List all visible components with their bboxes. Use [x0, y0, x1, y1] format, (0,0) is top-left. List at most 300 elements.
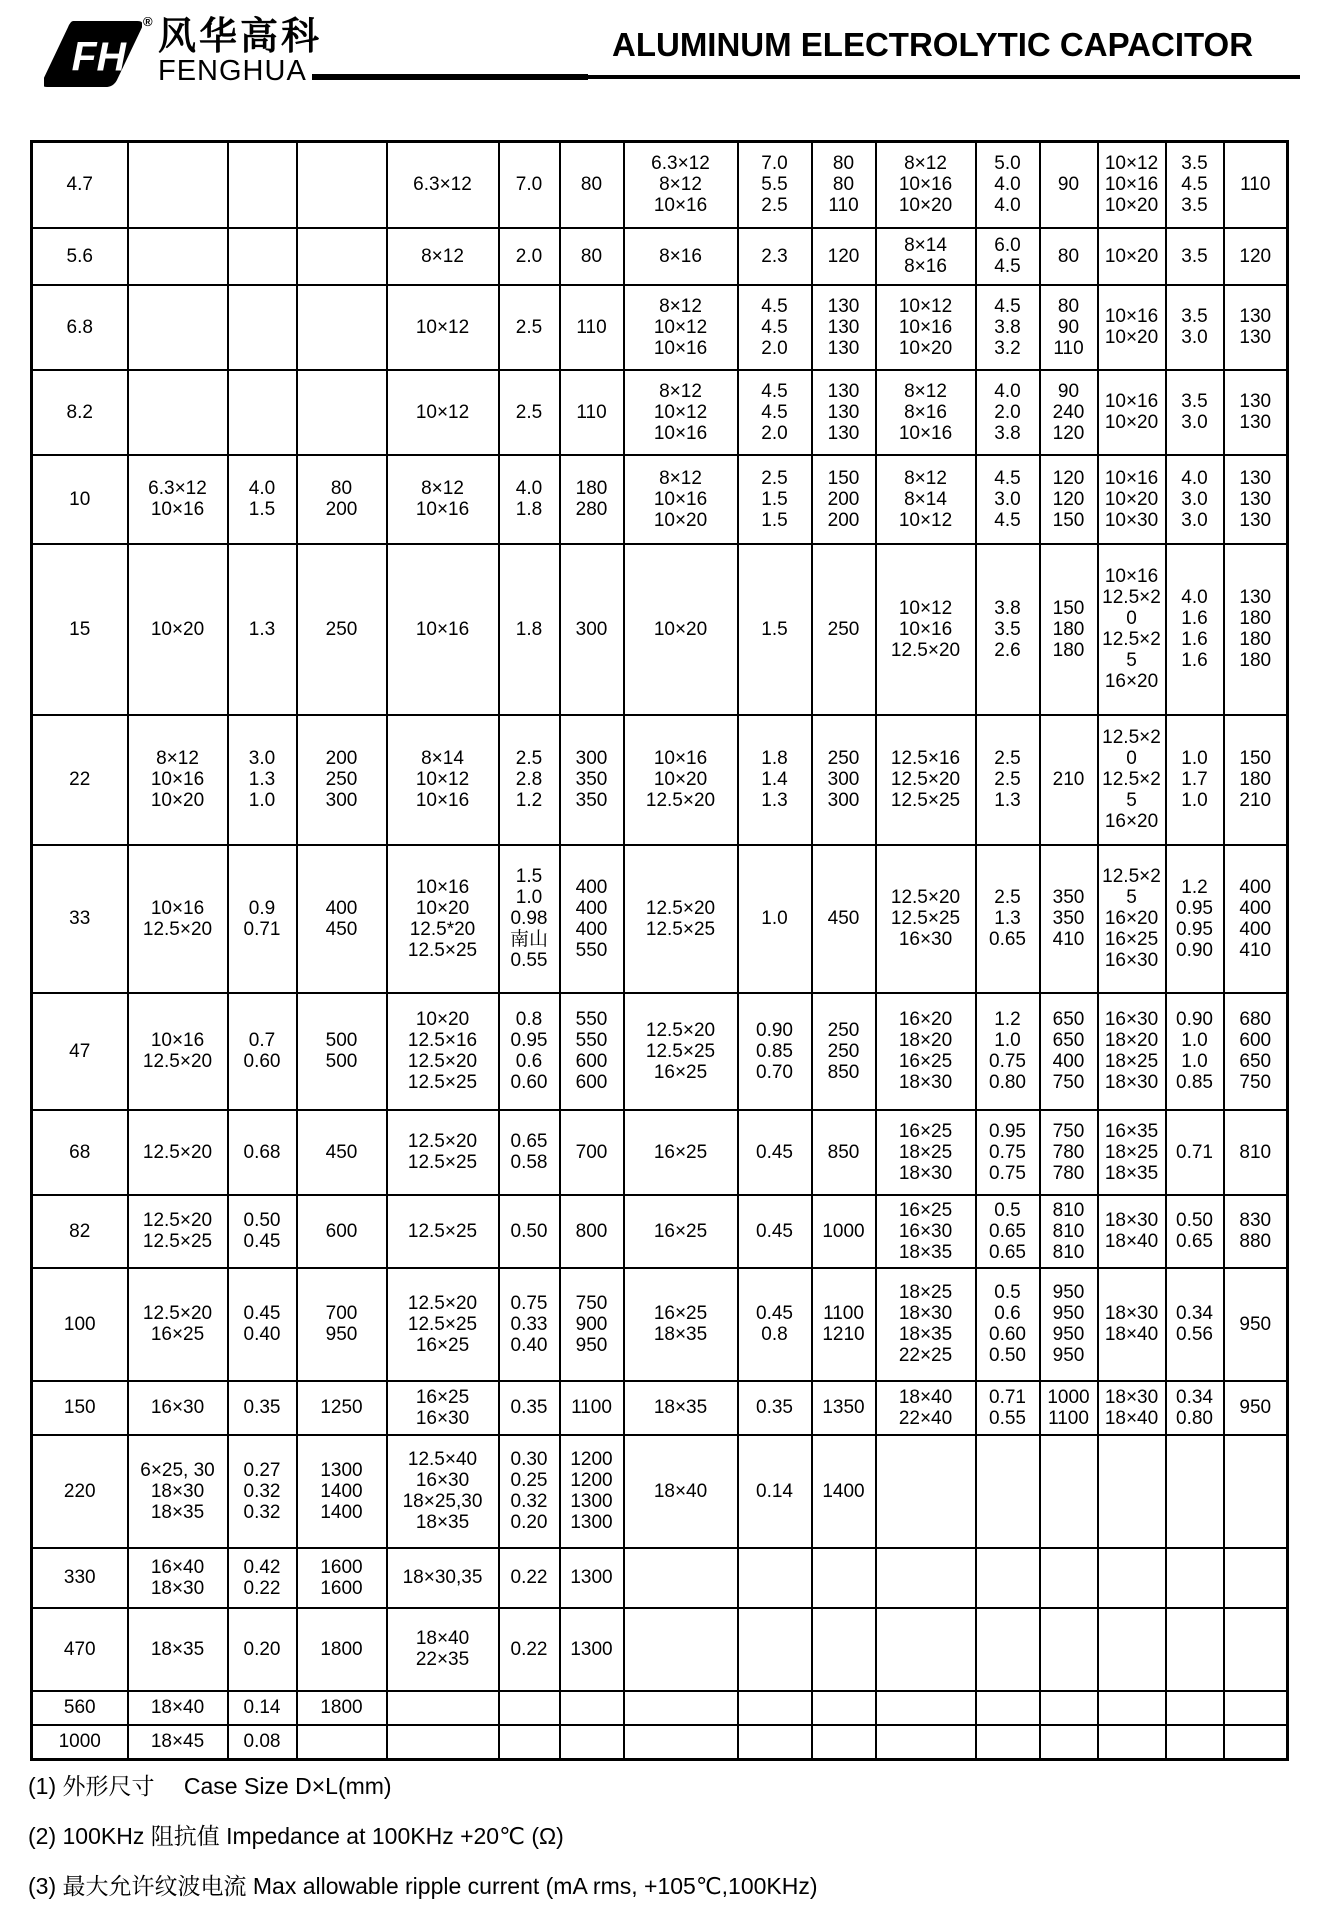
- case-size-cell: [1098, 1608, 1166, 1691]
- capacitance-cell: 47: [32, 993, 128, 1110]
- impedance-cell: 4.0 3.0 3.0: [1166, 455, 1224, 544]
- ripple-current-cell: 130 130: [1224, 370, 1288, 455]
- impedance-cell: [976, 1548, 1040, 1608]
- impedance-cell: 0.45: [738, 1195, 812, 1268]
- table-row: [32, 845, 1288, 993]
- impedance-cell: 2.5: [499, 370, 560, 455]
- case-size-cell: 10×20: [128, 544, 228, 715]
- impedance-cell: 0.75 0.33 0.40: [499, 1268, 560, 1381]
- ripple-current-cell: 950 950 950 950: [1040, 1268, 1098, 1381]
- case-size-cell: 6.3×12: [387, 142, 499, 228]
- case-size-cell: 18×30,35: [387, 1548, 499, 1608]
- capacitor-ratings-table: [30, 140, 1289, 1761]
- case-size-cell: 12.5×20 12.5×25 16×25: [624, 993, 738, 1110]
- case-size-cell: 18×30 18×40: [1098, 1381, 1166, 1435]
- case-size-cell: 10×12 10×16 10×20: [876, 285, 976, 370]
- impedance-cell: 0.50: [499, 1195, 560, 1268]
- ripple-current-cell: 200 250 300: [297, 715, 387, 845]
- ripple-current-cell: 300: [560, 544, 624, 715]
- case-size-cell: 12.5×20 12.5×25: [624, 845, 738, 993]
- ripple-current-cell: 1800: [297, 1691, 387, 1725]
- case-size-cell: 16×40 18×30: [128, 1548, 228, 1608]
- ripple-current-cell: 650 650 400 750: [1040, 993, 1098, 1110]
- ripple-current-cell: [1224, 1691, 1288, 1725]
- ripple-current-cell: 680 600 650 750: [1224, 993, 1288, 1110]
- impedance-cell: [976, 1725, 1040, 1760]
- case-size-cell: [1098, 1691, 1166, 1725]
- case-size-cell: 8×14 8×16: [876, 228, 976, 285]
- ripple-current-cell: 1350: [812, 1381, 876, 1435]
- ripple-current-cell: 250 300 300: [812, 715, 876, 845]
- capacitance-cell: 22: [32, 715, 128, 845]
- impedance-cell: 3.5 3.0: [1166, 285, 1224, 370]
- case-size-cell: [876, 1435, 976, 1548]
- case-size-cell: 12.5×20 16×25: [128, 1268, 228, 1381]
- case-size-cell: [876, 1548, 976, 1608]
- case-size-cell: [387, 1691, 499, 1725]
- case-size-cell: 16×25 18×35: [624, 1268, 738, 1381]
- case-size-cell: 8×12 10×16 10×20: [128, 715, 228, 845]
- case-size-cell: 6×25, 30 18×30 18×35: [128, 1435, 228, 1548]
- case-size-cell: [876, 1608, 976, 1691]
- table-row: [32, 142, 1288, 228]
- impedance-cell: 2.5 2.8 1.2: [499, 715, 560, 845]
- impedance-cell: 0.35: [499, 1381, 560, 1435]
- ripple-current-cell: 500 500: [297, 993, 387, 1110]
- case-size-cell: [1098, 1548, 1166, 1608]
- impedance-cell: 1.2 1.0 0.75 0.80: [976, 993, 1040, 1110]
- table-container: [30, 140, 1289, 1761]
- impedance-cell: 0.7 0.60: [228, 993, 297, 1110]
- ripple-current-cell: 130 130: [1224, 285, 1288, 370]
- impedance-cell: 1.0: [738, 845, 812, 993]
- ripple-current-cell: 350 350 410: [1040, 845, 1098, 993]
- case-size-cell: 18×40 22×40: [876, 1381, 976, 1435]
- impedance-cell: [976, 1435, 1040, 1548]
- ripple-current-cell: 1600 1600: [297, 1548, 387, 1608]
- ripple-current-cell: [1224, 1435, 1288, 1548]
- impedance-cell: 0.45 0.8: [738, 1268, 812, 1381]
- ripple-current-cell: 1800: [297, 1608, 387, 1691]
- ripple-current-cell: 120: [1224, 228, 1288, 285]
- case-size-cell: 18×40 22×35: [387, 1608, 499, 1691]
- impedance-cell: 1.0 1.7 1.0: [1166, 715, 1224, 845]
- impedance-cell: 2.3: [738, 228, 812, 285]
- case-size-cell: 16×30: [128, 1381, 228, 1435]
- table-row: [32, 993, 1288, 1110]
- case-size-cell: [128, 228, 228, 285]
- case-size-cell: 16×20 18×20 16×25 18×30: [876, 993, 976, 1110]
- ripple-current-cell: 550 550 600 600: [560, 993, 624, 1110]
- case-size-cell: [128, 370, 228, 455]
- capacitance-cell: 220: [32, 1435, 128, 1548]
- capacitance-cell: 150: [32, 1381, 128, 1435]
- case-size-cell: 12.5×25 16×20 16×25 16×30: [1098, 845, 1166, 993]
- ripple-current-cell: [1040, 1725, 1098, 1760]
- ripple-current-cell: [1040, 1691, 1098, 1725]
- ripple-current-cell: [1040, 1548, 1098, 1608]
- capacitance-cell: 5.6: [32, 228, 128, 285]
- impedance-cell: 0.20: [228, 1608, 297, 1691]
- case-size-cell: 10×16 12.5×20: [128, 845, 228, 993]
- impedance-cell: [738, 1691, 812, 1725]
- impedance-cell: 0.30 0.25 0.32 0.20: [499, 1435, 560, 1548]
- ripple-current-cell: [297, 1725, 387, 1760]
- case-size-cell: [1098, 1435, 1166, 1548]
- capacitor-table-body: [32, 142, 1288, 1760]
- capacitance-cell: 560: [32, 1691, 128, 1725]
- ripple-current-cell: 1100: [560, 1381, 624, 1435]
- ripple-current-cell: 180 280: [560, 455, 624, 544]
- ripple-current-cell: 400 400 400 410: [1224, 845, 1288, 993]
- brand-name-chinese: 风华高科: [158, 16, 323, 58]
- impedance-cell: 2.5 1.5 1.5: [738, 455, 812, 544]
- case-size-cell: 18×30 18×40: [1098, 1195, 1166, 1268]
- table-row: [32, 1268, 1288, 1381]
- impedance-cell: 0.68: [228, 1110, 297, 1195]
- ripple-current-cell: [297, 142, 387, 228]
- impedance-cell: [499, 1691, 560, 1725]
- case-size-cell: 10×16 10×20: [1098, 285, 1166, 370]
- ripple-current-cell: 80: [1040, 228, 1098, 285]
- table-row: [32, 1548, 1288, 1608]
- ripple-current-cell: 300 350 350: [560, 715, 624, 845]
- impedance-cell: 0.45: [738, 1110, 812, 1195]
- case-size-cell: 12.5×20: [128, 1110, 228, 1195]
- impedance-cell: 0.35: [228, 1381, 297, 1435]
- impedance-cell: 0.50 0.45: [228, 1195, 297, 1268]
- ripple-current-cell: [297, 370, 387, 455]
- case-size-cell: 16×25: [624, 1110, 738, 1195]
- ripple-current-cell: 1000 1100: [1040, 1381, 1098, 1435]
- impedance-cell: 3.5 4.5 3.5: [1166, 142, 1224, 228]
- case-size-cell: 18×45: [128, 1725, 228, 1760]
- case-size-cell: 10×12 10×16 10×20: [1098, 142, 1166, 228]
- case-size-cell: 18×30 18×40: [1098, 1268, 1166, 1381]
- impedance-cell: 1.8 1.4 1.3: [738, 715, 812, 845]
- ripple-current-cell: 600: [297, 1195, 387, 1268]
- ripple-current-cell: [1040, 1435, 1098, 1548]
- case-size-cell: 10×16 10×20 10×30: [1098, 455, 1166, 544]
- case-size-cell: 10×16 12.5×20 12.5×25 16×20: [1098, 544, 1166, 715]
- case-size-cell: 18×35: [128, 1608, 228, 1691]
- impedance-cell: 0.50 0.65: [1166, 1195, 1224, 1268]
- ripple-current-cell: [1040, 1608, 1098, 1691]
- case-size-cell: 6.3×12 8×12 10×16: [624, 142, 738, 228]
- case-size-cell: 12.5×20 12.5×25 16×30: [876, 845, 976, 993]
- case-size-cell: 10×16 10×20 12.5*20 12.5×25: [387, 845, 499, 993]
- ripple-current-cell: 1300: [560, 1608, 624, 1691]
- impedance-cell: 2.5 1.3 0.65: [976, 845, 1040, 993]
- case-size-cell: 8×12 10×16: [387, 455, 499, 544]
- impedance-cell: 0.65 0.58: [499, 1110, 560, 1195]
- impedance-cell: 4.5 4.5 2.0: [738, 370, 812, 455]
- ripple-current-cell: 110: [560, 370, 624, 455]
- brand-name-english: FENGHUA: [158, 55, 307, 87]
- impedance-cell: 0.42 0.22: [228, 1548, 297, 1608]
- case-size-cell: 18×40: [128, 1691, 228, 1725]
- impedance-cell: 3.5 3.0: [1166, 370, 1224, 455]
- impedance-cell: [1166, 1725, 1224, 1760]
- case-size-cell: 8×16: [624, 228, 738, 285]
- impedance-cell: 0.71 0.55: [976, 1381, 1040, 1435]
- impedance-cell: [228, 370, 297, 455]
- case-size-cell: [128, 285, 228, 370]
- table-row: [32, 285, 1288, 370]
- case-size-cell: 16×35 18×25 18×35: [1098, 1110, 1166, 1195]
- impedance-cell: [1166, 1608, 1224, 1691]
- impedance-cell: 0.34 0.80: [1166, 1381, 1224, 1435]
- impedance-cell: 4.0 1.6 1.6 1.6: [1166, 544, 1224, 715]
- impedance-cell: 0.14: [738, 1435, 812, 1548]
- ripple-current-cell: 850: [812, 1110, 876, 1195]
- impedance-cell: 3.5: [1166, 228, 1224, 285]
- impedance-cell: [228, 142, 297, 228]
- case-size-cell: 8×12 8×14 10×12: [876, 455, 976, 544]
- impedance-cell: [228, 285, 297, 370]
- table-row: [32, 544, 1288, 715]
- table-row: [32, 1608, 1288, 1691]
- capacitance-cell: 68: [32, 1110, 128, 1195]
- case-size-cell: 16×25 16×30 18×35: [876, 1195, 976, 1268]
- ripple-current-cell: 80: [560, 228, 624, 285]
- ripple-current-cell: 830 880: [1224, 1195, 1288, 1268]
- table-row: [32, 1110, 1288, 1195]
- capacitance-cell: 33: [32, 845, 128, 993]
- impedance-cell: 0.71: [1166, 1110, 1224, 1195]
- ripple-current-cell: 130 130 130: [812, 285, 876, 370]
- capacitance-cell: 100: [32, 1268, 128, 1381]
- impedance-cell: 0.90 1.0 1.0 0.85: [1166, 993, 1224, 1110]
- case-size-cell: 8×12 8×16 10×16: [876, 370, 976, 455]
- ripple-current-cell: 80 80 110: [812, 142, 876, 228]
- ripple-current-cell: 150 180 180: [1040, 544, 1098, 715]
- table-row: [32, 1195, 1288, 1268]
- ripple-current-cell: [560, 1691, 624, 1725]
- case-size-cell: [624, 1725, 738, 1760]
- ripple-current-cell: 750 780 780: [1040, 1110, 1098, 1195]
- impedance-cell: 2.0: [499, 228, 560, 285]
- ripple-current-cell: 80 200: [297, 455, 387, 544]
- ripple-current-cell: 950: [1224, 1268, 1288, 1381]
- case-size-cell: 8×12: [387, 228, 499, 285]
- impedance-cell: 0.9 0.71: [228, 845, 297, 993]
- capacitance-cell: 470: [32, 1608, 128, 1691]
- ripple-current-cell: 450: [812, 845, 876, 993]
- ripple-current-cell: 1400: [812, 1435, 876, 1548]
- impedance-cell: [738, 1548, 812, 1608]
- case-size-cell: [624, 1548, 738, 1608]
- impedance-cell: 0.45 0.40: [228, 1268, 297, 1381]
- footnote-ripple-current: (3) 最大允许纹波电流 Max allowable ripple current (mA rms, +105℃,100KHz): [28, 1873, 818, 1899]
- header-rule-left: [312, 74, 588, 80]
- impedance-cell: 0.8 0.95 0.6 0.60: [499, 993, 560, 1110]
- footnote-case-size: (1) 外形尺寸 Case Size D×L(mm): [28, 1773, 392, 1799]
- case-size-cell: [624, 1691, 738, 1725]
- ripple-current-cell: 1100 1210: [812, 1268, 876, 1381]
- table-row: [32, 228, 1288, 285]
- ripple-current-cell: 700: [560, 1110, 624, 1195]
- impedance-cell: [1166, 1691, 1224, 1725]
- registered-trademark-icon: ®: [143, 14, 153, 29]
- impedance-cell: 1.5: [738, 544, 812, 715]
- impedance-cell: 4.0 2.0 3.8: [976, 370, 1040, 455]
- case-size-cell: 10×12: [387, 285, 499, 370]
- ripple-current-cell: 400 450: [297, 845, 387, 993]
- fenghua-logo-icon: [44, 20, 142, 88]
- impedance-cell: [1166, 1548, 1224, 1608]
- impedance-cell: 7.0: [499, 142, 560, 228]
- case-size-cell: 10×16 10×20: [1098, 370, 1166, 455]
- ripple-current-cell: [1224, 1548, 1288, 1608]
- capacitance-cell: 10: [32, 455, 128, 544]
- impedance-cell: [976, 1608, 1040, 1691]
- case-size-cell: [876, 1725, 976, 1760]
- ripple-current-cell: 110: [1224, 142, 1288, 228]
- case-size-cell: 8×12 10×12 10×16: [624, 285, 738, 370]
- capacitance-cell: 1000: [32, 1725, 128, 1760]
- capacitance-cell: 4.7: [32, 142, 128, 228]
- svg-text:FH: FH: [71, 33, 127, 80]
- impedance-cell: 1.3: [228, 544, 297, 715]
- case-size-cell: 16×25 16×30: [387, 1381, 499, 1435]
- ripple-current-cell: 210: [1040, 715, 1098, 845]
- case-size-cell: [624, 1608, 738, 1691]
- ripple-current-cell: 120: [812, 228, 876, 285]
- table-row: [32, 1691, 1288, 1725]
- capacitance-cell: 6.8: [32, 285, 128, 370]
- case-size-cell: 18×40: [624, 1435, 738, 1548]
- impedance-cell: 0.22: [499, 1608, 560, 1691]
- impedance-cell: 6.0 4.5: [976, 228, 1040, 285]
- ripple-current-cell: [1224, 1725, 1288, 1760]
- ripple-current-cell: [297, 228, 387, 285]
- impedance-cell: 0.34 0.56: [1166, 1268, 1224, 1381]
- table-row: [32, 715, 1288, 845]
- ripple-current-cell: 810: [1224, 1110, 1288, 1195]
- impedance-cell: [976, 1691, 1040, 1725]
- impedance-cell: 0.90 0.85 0.70: [738, 993, 812, 1110]
- case-size-cell: 8×12 10×12 10×16: [624, 370, 738, 455]
- ripple-current-cell: 110: [560, 285, 624, 370]
- ripple-current-cell: [812, 1725, 876, 1760]
- ripple-current-cell: 130 130 130: [1224, 455, 1288, 544]
- table-row: [32, 1435, 1288, 1548]
- capacitance-cell: 82: [32, 1195, 128, 1268]
- case-size-cell: 18×35: [624, 1381, 738, 1435]
- impedance-cell: 0.14: [228, 1691, 297, 1725]
- ripple-current-cell: 950: [1224, 1381, 1288, 1435]
- ripple-current-cell: 130 130 130: [812, 370, 876, 455]
- ripple-current-cell: 150 200 200: [812, 455, 876, 544]
- ripple-current-cell: 250: [297, 544, 387, 715]
- impedance-cell: 4.5 4.5 2.0: [738, 285, 812, 370]
- impedance-cell: 0.5 0.65 0.65: [976, 1195, 1040, 1268]
- case-size-cell: 18×25 18×30 18×35 22×25: [876, 1268, 976, 1381]
- ripple-current-cell: [812, 1691, 876, 1725]
- impedance-cell: [1166, 1435, 1224, 1548]
- impedance-cell: [738, 1725, 812, 1760]
- impedance-cell: 4.0 1.8: [499, 455, 560, 544]
- case-size-cell: 10×12: [387, 370, 499, 455]
- case-size-cell: 8×12 10×16 10×20: [876, 142, 976, 228]
- impedance-cell: 3.8 3.5 2.6: [976, 544, 1040, 715]
- page-title: ALUMINUM ELECTROLYTIC CAPACITOR: [612, 26, 1254, 63]
- case-size-cell: 16×30 18×20 18×25 18×30: [1098, 993, 1166, 1110]
- case-size-cell: 10×20: [624, 544, 738, 715]
- case-size-cell: 12.5×16 12.5×20 12.5×25: [876, 715, 976, 845]
- case-size-cell: 6.3×12 10×16: [128, 455, 228, 544]
- ripple-current-cell: 400 400 400 550: [560, 845, 624, 993]
- impedance-cell: 4.0 1.5: [228, 455, 297, 544]
- capacitance-cell: 8.2: [32, 370, 128, 455]
- ripple-current-cell: [297, 285, 387, 370]
- impedance-cell: [228, 228, 297, 285]
- ripple-current-cell: 250: [812, 544, 876, 715]
- table-row: [32, 455, 1288, 544]
- table-row: [32, 370, 1288, 455]
- case-size-cell: 10×12 10×16 12.5×20: [876, 544, 976, 715]
- ripple-current-cell: 80 90 110: [1040, 285, 1098, 370]
- case-size-cell: [128, 142, 228, 228]
- impedance-cell: 2.5: [499, 285, 560, 370]
- ripple-current-cell: 1300: [560, 1548, 624, 1608]
- ripple-current-cell: 1200 1200 1300 1300: [560, 1435, 624, 1548]
- ripple-current-cell: 810 810 810: [1040, 1195, 1098, 1268]
- case-size-cell: 10×20: [1098, 228, 1166, 285]
- impedance-cell: 1.5 1.0 0.98 南山 0.55: [499, 845, 560, 993]
- table-row: [32, 1381, 1288, 1435]
- page-header: [0, 0, 1339, 140]
- impedance-cell: 0.5 0.6 0.60 0.50: [976, 1268, 1040, 1381]
- ripple-current-cell: 1000: [812, 1195, 876, 1268]
- ripple-current-cell: 450: [297, 1110, 387, 1195]
- impedance-cell: 0.27 0.32 0.32: [228, 1435, 297, 1548]
- ripple-current-cell: 800: [560, 1195, 624, 1268]
- impedance-cell: 1.8: [499, 544, 560, 715]
- case-size-cell: [1098, 1725, 1166, 1760]
- ripple-current-cell: 90: [1040, 142, 1098, 228]
- impedance-cell: 2.5 2.5 1.3: [976, 715, 1040, 845]
- case-size-cell: [387, 1725, 499, 1760]
- case-size-cell: 10×16: [387, 544, 499, 715]
- footnote-impedance: (2) 100KHz 阻抗值 Impedance at 100KHz +20℃ (Ω): [28, 1823, 564, 1849]
- case-size-cell: 16×25 18×25 18×30: [876, 1110, 976, 1195]
- case-size-cell: [876, 1691, 976, 1725]
- ripple-current-cell: 80: [560, 142, 624, 228]
- ripple-current-cell: 250 250 850: [812, 993, 876, 1110]
- case-size-cell: 12.5×25: [387, 1195, 499, 1268]
- impedance-cell: [738, 1608, 812, 1691]
- ripple-current-cell: 150 180 210: [1224, 715, 1288, 845]
- table-row: [32, 1725, 1288, 1760]
- header-rule-right: [584, 75, 1300, 79]
- capacitance-cell: 330: [32, 1548, 128, 1608]
- ripple-current-cell: [1224, 1608, 1288, 1691]
- ripple-current-cell: 1250: [297, 1381, 387, 1435]
- impedance-cell: 0.08: [228, 1725, 297, 1760]
- impedance-cell: 7.0 5.5 2.5: [738, 142, 812, 228]
- ripple-current-cell: 750 900 950: [560, 1268, 624, 1381]
- ripple-current-cell: 90 240 120: [1040, 370, 1098, 455]
- ripple-current-cell: 700 950: [297, 1268, 387, 1381]
- case-size-cell: 16×25: [624, 1195, 738, 1268]
- impedance-cell: 1.2 0.95 0.95 0.90: [1166, 845, 1224, 993]
- ripple-current-cell: [812, 1608, 876, 1691]
- impedance-cell: 3.0 1.3 1.0: [228, 715, 297, 845]
- footnotes: [28, 1768, 1318, 1918]
- impedance-cell: 4.5 3.8 3.2: [976, 285, 1040, 370]
